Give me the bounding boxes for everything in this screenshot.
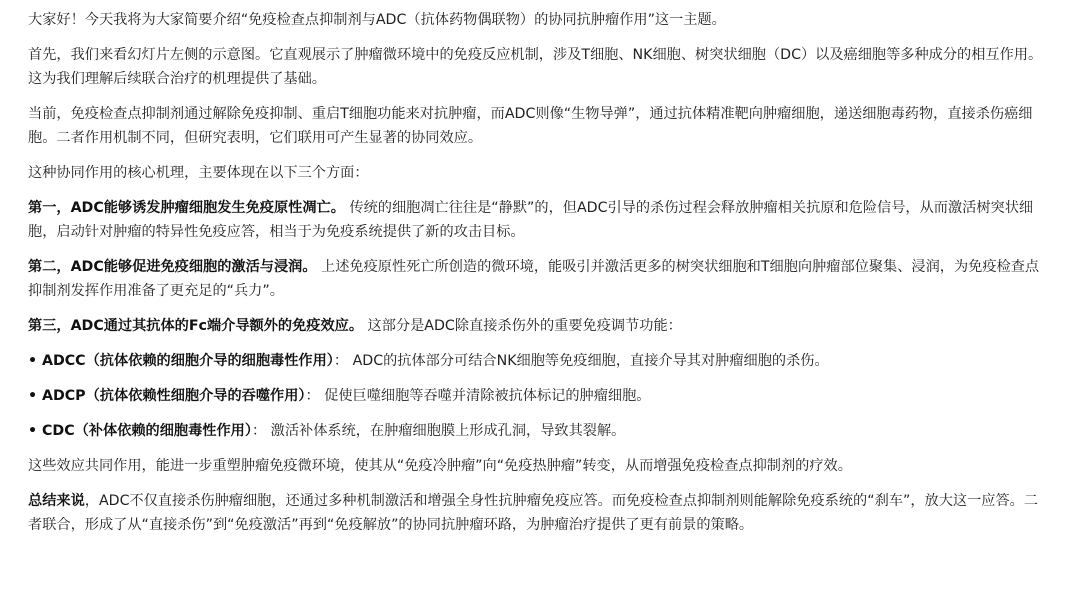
summary-text: ，ADC不仅直接杀伤肿瘤细胞，还通过多种机制激活和增强全身性抗肿瘤免疫应答。而免疫检查点抑制剂则能解除免疫系统的“刹车”，放大这一应答。二者联合，形成了从“直接杀伤”到“免疫激活”再到“免疫解放”的协同抗肿瘤环路，为肿瘤治疗提供了更有前景的策略。 bbox=[28, 493, 1039, 533]
core-mechanism-paragraph bbox=[28, 161, 1052, 185]
bullet-cdc-text: ： 激活补体系统，在肿瘤细胞膜上形成孔洞，导致其裂解。 bbox=[251, 423, 626, 439]
effects-text: 这些效应共同作用，能进一步重塑肿瘤免疫微环境，使其从“免疫冷肿瘤”向“免疫热肿瘤”转变，从而增强免疫检查点抑制剂的疗效。 bbox=[28, 458, 852, 474]
bullet-adcc-heading: • ADCC（抗体依赖的细胞介导的细胞毒性作用） bbox=[28, 353, 334, 369]
intro-paragraph bbox=[28, 8, 1052, 32]
summary-heading: 总结来说 bbox=[28, 493, 85, 509]
bullet-adcp-heading: • ADCP（抗体依赖性细胞介导的吞噬作用） bbox=[28, 388, 306, 404]
point-three-paragraph bbox=[28, 314, 1052, 338]
bullet-adcp-text: ： 促使巨噬细胞等吞噬并清除被抗体标记的肿瘤细胞。 bbox=[305, 388, 651, 404]
bullet-adcc-text: ： ADC的抗体部分可结合NK细胞等免疫细胞，直接介导其对肿瘤细胞的杀伤。 bbox=[333, 353, 829, 369]
bullet-adcc bbox=[28, 349, 1052, 373]
mechanism-paragraph bbox=[28, 102, 1052, 150]
mechanism-text: 当前，免疫检查点抑制剂通过解除免疫抑制、重启T细胞功能来对抗肿瘤，而ADC则像“生物导弹”，通过抗体精准靶向肿瘤细胞，递送细胞毒药物，直接杀伤癌细胞。二者作用机制不同，但研究表明，它们联用可产生显著的协同效应。 bbox=[28, 106, 1033, 146]
point-three-heading: 第三，ADC通过其抗体的Fc端介导额外的免疫效应。 bbox=[28, 318, 364, 334]
point-two-text: 上述免疫原性死亡所创造的微环境，能吸引并激活更多的树突状细胞和T细胞向肿瘤部位聚集、浸润，为免疫检查点抑制剂发挥作用准备了更充足的“兵力”。 bbox=[28, 259, 1040, 299]
diagram-text: 首先，我们来看幻灯片左侧的示意图。它直观展示了肿瘤微环境中的免疫反应机制，涉及T细胞、NK细胞、树突状细胞（DC）以及癌细胞等多种成分的相互作用。这为我们理解后续联合治疗的机理提供了基础。 bbox=[28, 47, 1043, 87]
point-two-heading: 第二，ADC能够促进免疫细胞的激活与浸润。 bbox=[28, 259, 317, 275]
core-mechanism-text: 这种协同作用的核心机理，主要体现在以下三个方面： bbox=[28, 165, 369, 181]
point-one-paragraph bbox=[28, 196, 1052, 244]
bullet-cdc-heading: • CDC（补体依赖的细胞毒性作用） bbox=[28, 423, 252, 439]
bullet-cdc bbox=[28, 419, 1052, 443]
effects-paragraph bbox=[28, 454, 1052, 478]
intro-text: 大家好！今天我将为大家简要介绍“免疫检查点抑制剂与ADC（抗体药物偶联物）的协同抗肿瘤作用”这一主题。 bbox=[28, 12, 726, 28]
point-two-paragraph bbox=[28, 255, 1052, 303]
point-one-text: 传统的细胞凋亡往往是“静默”的，但ADC引导的杀伤过程会释放肿瘤相关抗原和危险信号，从而激活树突状细胞，启动针对肿瘤的特异性免疫应答，相当于为免疫系统提供了新的攻击目标。 bbox=[28, 200, 1034, 240]
diagram-paragraph bbox=[28, 43, 1052, 91]
bullet-adcp bbox=[28, 384, 1052, 408]
point-three-text: 这部分是ADC除直接杀伤外的重要免疫调节功能： bbox=[363, 318, 682, 334]
summary-paragraph bbox=[28, 489, 1052, 537]
point-one-heading: 第一，ADC能够诱发肿瘤细胞发生免疫原性凋亡。 bbox=[28, 200, 345, 216]
